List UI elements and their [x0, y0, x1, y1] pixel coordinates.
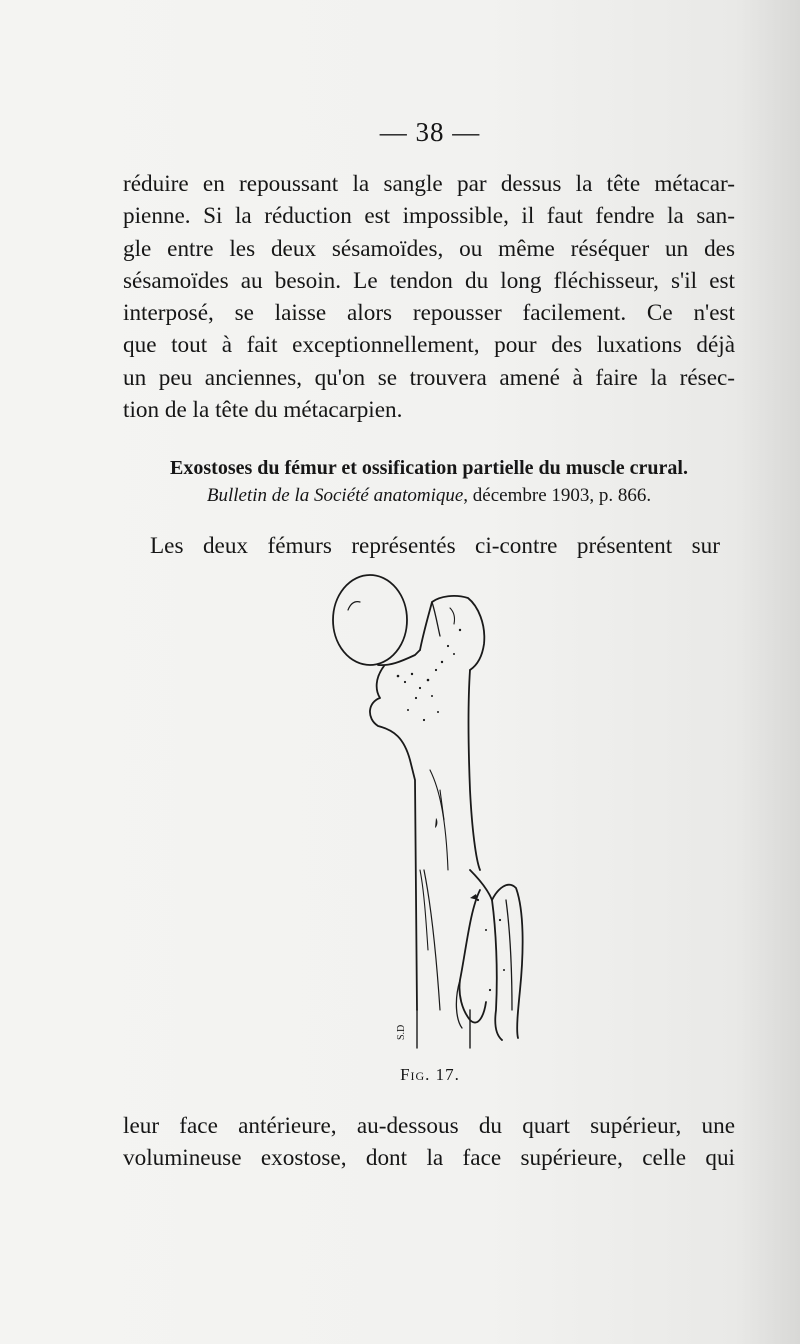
text-line: Les deux fémurs représentés ci-contre présentent sur: [150, 533, 720, 559]
text-line: sésamoïdes au besoin. Le tendon du long fléchisseur, s'il est: [123, 267, 735, 294]
citation: [123, 485, 735, 507]
text-line: leur face antérieure, au-dessous du quart supérieur, une: [123, 1113, 735, 1139]
text-line: un peu anciennes, qu'on se trouvera amené à faire la résec-: [123, 364, 735, 391]
text-line: que tout à fait exceptionnellement, pour des luxations déjà: [123, 332, 735, 359]
bone-stippling: [397, 629, 505, 991]
text-line: tion de la tête du métacarpien.: [123, 397, 403, 424]
femur-illustration: [320, 570, 540, 1060]
text-line: gle entre les deux sésamoïdes, ou même réséquer un des: [123, 235, 735, 262]
text-line: réduire en repoussant la sangle par dessus la tête métacar-: [123, 171, 735, 197]
text-line: volumineuse exostose, dont la face supérieure, celle qui: [123, 1145, 735, 1172]
citation-journal: Bulletin de la Société anatomique: [206, 485, 464, 506]
femur-drawing: [320, 570, 540, 1060]
femoral-head: [333, 575, 407, 665]
citation-details: , décembre 1903, p. 866.: [463, 485, 652, 506]
paragraph-1: [123, 168, 735, 426]
figure-caption: [0, 1065, 800, 1085]
section-heading: Exostoses du fémur et ossification partielle du muscle crural.: [170, 457, 688, 479]
femur-lateral-edge: [469, 670, 481, 870]
greater-trochanter: [420, 596, 484, 670]
paragraph-3: [123, 1110, 735, 1175]
figure-caption-text: Fig. 17.: [400, 1065, 460, 1084]
paragraph-2: [150, 530, 720, 562]
femur-medial-edge: [370, 666, 417, 1010]
page-number: — 38 —: [379, 117, 481, 147]
text-line: interposé, se laisse alors repousser facilement. Ce n'est: [123, 300, 735, 327]
engraver-signature: S.D: [396, 1024, 407, 1040]
text-line: pienne. Si la réduction est impossible, il faut fendre la san-: [123, 203, 735, 230]
